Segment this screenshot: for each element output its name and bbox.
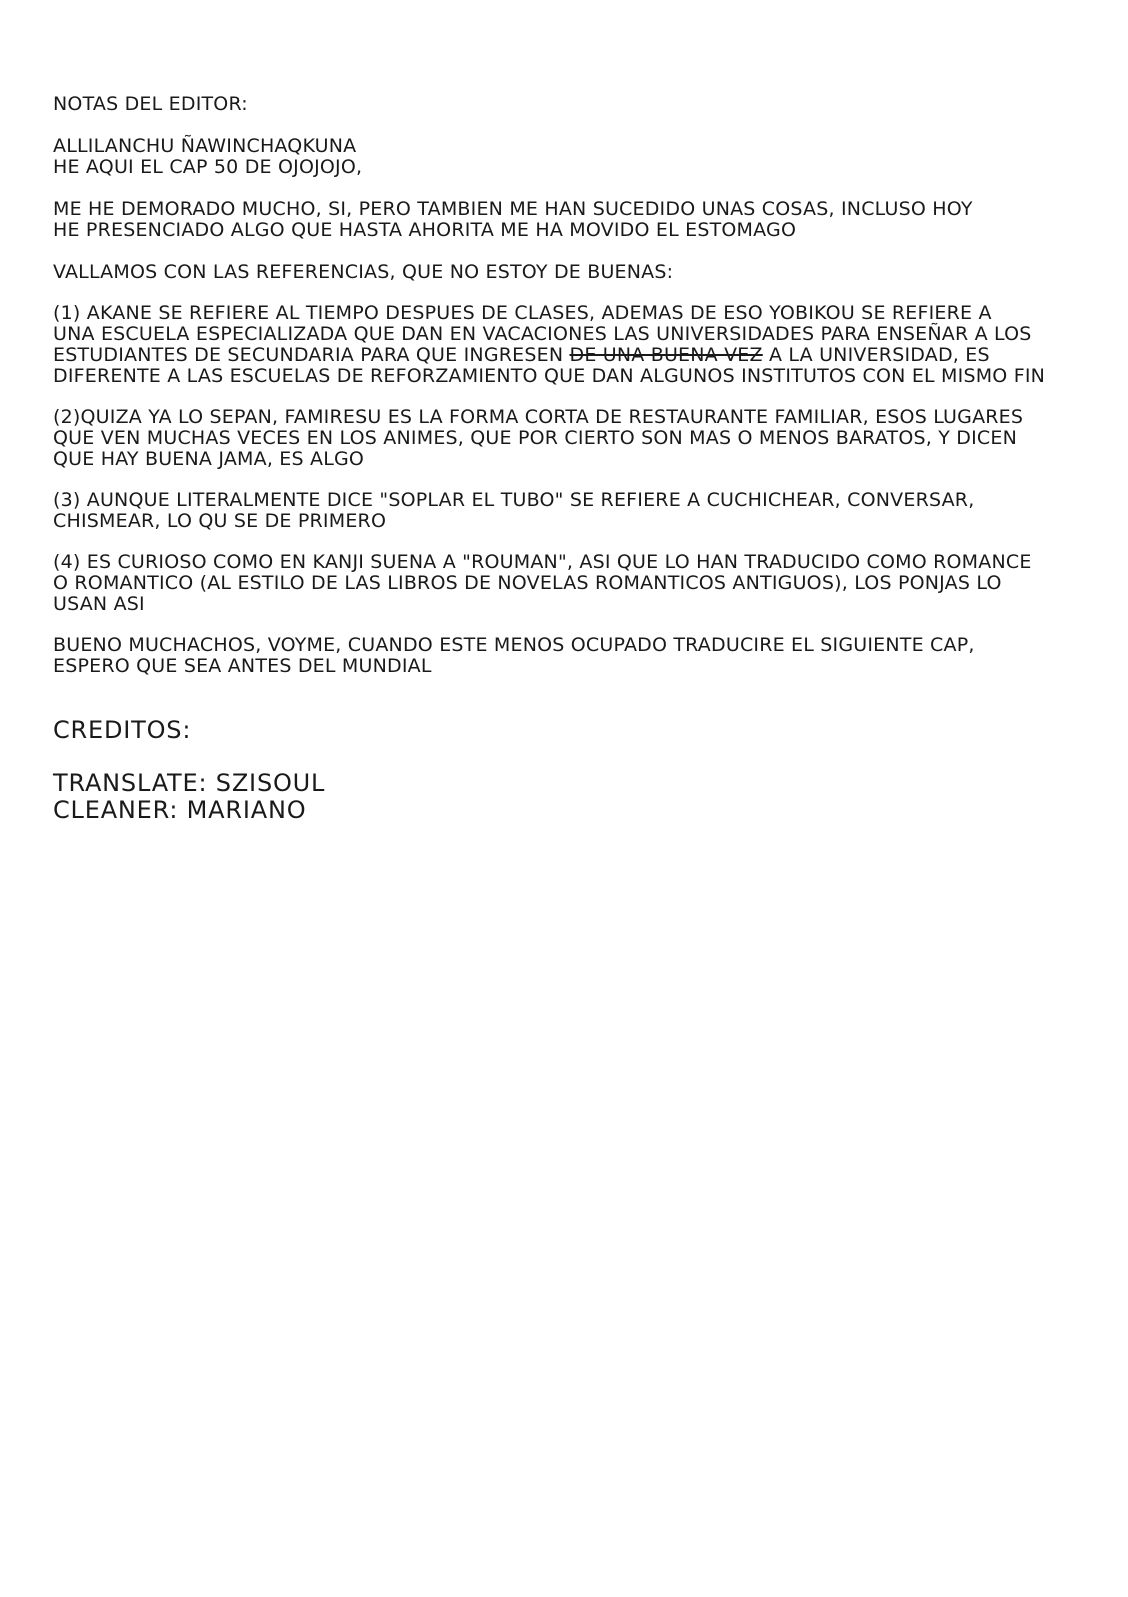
credit-translate: TRANSLATE: SZISOUL: [53, 769, 326, 797]
farewell-line-2: ESPERO QUE SEA ANTES DEL MUNDIAL: [53, 655, 432, 677]
references-intro: VALLAMOS CON LAS REFERENCIAS, QUE NO ESTOY DE BUENAS:: [53, 261, 674, 283]
ref3-line-2: CHISMEAR, LO QU SE DE PRIMERO: [53, 510, 387, 532]
ref1-line-2: UNA ESCUELA ESPECIALIZADA QUE DAN EN VACACIONES LAS UNIVERSIDADES PARA ENSEÑAR A LOS: [53, 323, 1032, 345]
ref2-line-2: QUE VEN MUCHAS VECES EN LOS ANIMES, QUE POR CIERTO SON MAS O MENOS BARATOS, Y DICEN: [53, 427, 1017, 449]
delay-line-2: HE PRESENCIADO ALGO QUE HASTA AHORITA ME HA MOVIDO EL ESTOMAGO: [53, 219, 797, 241]
ref4-line-1: (4) ES CURIOSO COMO EN KANJI SUENA A "ROUMAN", ASI QUE LO HAN TRADUCIDO COMO ROMANCE: [53, 551, 1032, 573]
ref4-line-2: O ROMANTICO (AL ESTILO DE LAS LIBROS DE NOVELAS ROMANTICOS ANTIGUOS), LOS PONJAS LO: [53, 572, 1002, 594]
ref1-line-3-end: A LA UNIVERSIDAD, ES: [762, 344, 990, 366]
ref2-line-1: (2)QUIZA YA LO SEPAN, FAMIRESU ES LA FORMA CORTA DE RESTAURANTE FAMILIAR, ESOS LUGARES: [53, 406, 1024, 428]
greeting-line-1: ALLILANCHU ÑAWINCHAQKUNA: [53, 135, 357, 157]
ref1-line-1: (1) AKANE SE REFIERE AL TIEMPO DESPUES DE CLASES, ADEMAS DE ESO YOBIKOU SE REFIERE A: [53, 302, 992, 324]
ref2-line-3: QUE HAY BUENA JAMA, ES ALGO: [53, 448, 365, 470]
notes-heading: NOTAS DEL EDITOR:: [53, 93, 248, 115]
delay-line-1: ME HE DEMORADO MUCHO, SI, PERO TAMBIEN ME HAN SUCEDIDO UNAS COSAS, INCLUSO HOY: [53, 198, 973, 220]
ref1-struck-text: DE UNA BUENA VEZ: [569, 344, 763, 366]
ref3-line-1: (3) AUNQUE LITERALMENTE DICE "SOPLAR EL TUBO" SE REFIERE A CUCHICHEAR, CONVERSAR,: [53, 489, 975, 511]
farewell-line-1: BUENO MUCHACHOS, VOYME, CUANDO ESTE MENOS OCUPADO TRADUCIRE EL SIGUIENTE CAP,: [53, 634, 975, 656]
ref1-line-3-start: ESTUDIANTES DE SECUNDARIA PARA QUE INGRESEN: [53, 344, 570, 366]
credit-cleaner: CLEANER: MARIANO: [53, 796, 307, 824]
credits-heading: CREDITOS:: [53, 716, 192, 744]
greeting-line-2: HE AQUI EL CAP 50 DE OJOJOJO,: [53, 156, 363, 178]
ref4-line-3: USAN ASI: [53, 593, 145, 615]
ref1-line-3: [53, 345, 990, 366]
ref1-line-4: DIFERENTE A LAS ESCUELAS DE REFORZAMIENTO QUE DAN ALGUNOS INSTITUTOS CON EL MISMO FIN: [53, 365, 1046, 387]
